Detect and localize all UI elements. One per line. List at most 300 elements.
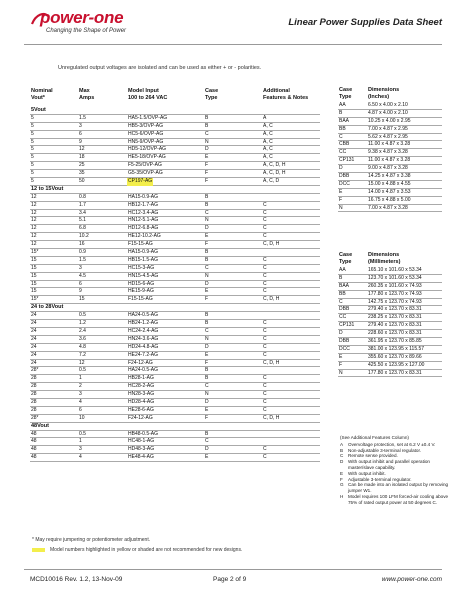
cell-amps: 4.8 xyxy=(79,343,86,350)
cell-model: HE12-10.2-AG xyxy=(128,233,161,240)
cell-model: HB12-1.7-AG xyxy=(128,201,159,208)
cell-case: F xyxy=(205,414,209,421)
cell-case-type: F xyxy=(339,196,343,203)
cell-model: HC12-3.4-AG xyxy=(128,209,159,216)
cell-dimensions: 9.00 x 4.87 x 3.28 xyxy=(368,165,408,172)
cell-features: A, C, D, H xyxy=(263,162,286,169)
dimension-row xyxy=(338,134,442,142)
feature-description: Overvoltage protection, set at 6.2 V ±0.4 V. xyxy=(348,441,436,447)
cell-vout: 12 xyxy=(31,201,37,208)
cell-model: HA15-0.9-AG xyxy=(128,249,159,256)
power-one-logo xyxy=(30,8,150,44)
cell-vout: 12 xyxy=(31,233,37,240)
feature-item xyxy=(340,482,450,494)
cell-features: C xyxy=(263,446,267,453)
cell-case: F xyxy=(205,178,209,185)
cell-amps: 0.8 xyxy=(79,193,86,200)
cell-amps: 3 xyxy=(79,264,82,271)
cell-model: HN5-9/OVP-AG xyxy=(128,138,164,145)
cell-case: N xyxy=(205,335,209,342)
cell-case-type: N xyxy=(339,204,343,211)
cell-case-type: B xyxy=(339,109,343,116)
cell-model: F24-12-AG xyxy=(128,359,153,366)
cell-amps: 0.9 xyxy=(79,249,86,256)
cell-features: C xyxy=(263,398,267,405)
cell-features: C xyxy=(263,256,267,263)
cell-model: F24-12-AG xyxy=(128,414,153,421)
cell-amps: 1.5 xyxy=(79,256,86,263)
cell-vout: 15 xyxy=(31,288,37,295)
cell-dimensions: 7.00 x 4.87 x 3.28 xyxy=(368,204,408,211)
cell-features: C xyxy=(263,233,267,240)
dimension-row xyxy=(338,181,442,189)
cell-amps: 35 xyxy=(79,170,85,177)
cell-case: E xyxy=(205,351,209,358)
highlight-swatch xyxy=(32,548,45,552)
cell-case-type: CC xyxy=(339,149,347,156)
cell-amps: 1.7 xyxy=(79,201,86,208)
feature-description: Remote sense provided. xyxy=(348,453,398,459)
dimensions-inches-table xyxy=(338,102,442,212)
footnote-highlight-text: Model numbers highlighted in yellow or shaded are not recommended for new designs. xyxy=(50,547,243,553)
cell-model: HC15-3-AG xyxy=(128,264,155,271)
cell-amps: 4 xyxy=(79,398,82,405)
cell-case-type: DCC xyxy=(339,345,350,352)
cell-case-type: CP131 xyxy=(339,322,355,329)
cell-dimensions: 16.75 x 4.88 x 5.00 xyxy=(368,196,411,203)
cell-model: F15-15-AG xyxy=(128,296,153,303)
table-row xyxy=(30,241,320,249)
table-row xyxy=(30,407,320,415)
cell-case-type: C xyxy=(339,298,343,305)
inch-col-header-case: Case Type xyxy=(339,87,353,100)
table-row xyxy=(30,249,320,257)
cell-case: D xyxy=(205,343,209,350)
table-row xyxy=(30,438,320,446)
cell-case-type: F xyxy=(339,361,343,368)
cell-case: B xyxy=(205,320,209,327)
cell-amps: 5.1 xyxy=(79,217,86,224)
cell-case-type: BAA xyxy=(339,117,350,124)
cell-case: B xyxy=(205,375,209,382)
cell-dimensions: 11.00 x 4.87 x 3.28 xyxy=(368,141,411,148)
cell-case: N xyxy=(205,138,209,145)
cell-amps: 9 xyxy=(79,288,82,295)
table-row xyxy=(30,273,320,281)
cell-amps: 10 xyxy=(79,414,85,421)
dimension-row xyxy=(338,346,442,354)
cell-model: HC48-1-AG xyxy=(128,438,155,445)
feature-letter: B xyxy=(340,447,344,453)
cell-features: C xyxy=(263,343,267,350)
cell-amps: 4.5 xyxy=(79,272,86,279)
dimension-row xyxy=(338,267,442,275)
cell-vout: 28 xyxy=(31,383,37,390)
cell-amps: 10.2 xyxy=(79,233,89,240)
cell-vout: 12 xyxy=(31,217,37,224)
cell-vout: 48 xyxy=(31,430,37,437)
table-row xyxy=(30,210,320,218)
cell-vout: 24 xyxy=(31,335,37,342)
cell-case-type: BB xyxy=(339,125,346,132)
dimension-row xyxy=(338,354,442,362)
cell-model: HE28-6-AG xyxy=(128,406,154,413)
cell-vout: 12 xyxy=(31,225,37,232)
cell-dimensions: 279.40 x 123.70 x 83.31 xyxy=(368,306,422,313)
cell-case: E xyxy=(205,288,209,295)
cell-vout: 5 xyxy=(31,162,34,169)
cell-case: E xyxy=(205,406,209,413)
cell-case: B xyxy=(205,367,209,374)
cell-dimensions: 425.50 x 123.95 x 127.00 xyxy=(368,361,425,368)
table-row xyxy=(30,320,320,328)
cell-vout: 15 xyxy=(31,256,37,263)
table-row xyxy=(30,265,320,273)
dimension-row xyxy=(338,283,442,291)
feature-letter: E xyxy=(340,470,344,476)
col-header-case: Case Type xyxy=(205,88,219,101)
table-row xyxy=(30,391,320,399)
mm-col-header-case: Case Type xyxy=(339,252,353,265)
features-heading: (See Additional Features Column) xyxy=(340,435,409,440)
cell-amps: 1 xyxy=(79,438,82,445)
dimension-row xyxy=(338,314,442,322)
table-row xyxy=(30,360,320,368)
cell-dimensions: 15.00 x 4.88 x 4.55 xyxy=(368,180,411,187)
cell-amps: 7.2 xyxy=(79,351,86,358)
cell-dimensions: 381.00 x 123.95 x 115.57 xyxy=(368,345,425,352)
cell-model: G5-35/OVP-AG xyxy=(128,170,163,177)
cell-case: F xyxy=(205,241,209,248)
cell-model: HD28-4-AG xyxy=(128,398,155,405)
cell-case: D xyxy=(205,146,209,153)
feature-item xyxy=(340,459,450,471)
cell-features: C xyxy=(263,320,267,327)
feature-letter: H xyxy=(340,493,344,499)
cell-vout: 15 xyxy=(31,280,37,287)
cell-dimensions: 6.50 x 4.00 x 2.10 xyxy=(368,102,408,108)
table-row xyxy=(30,217,320,225)
cell-vout: 5 xyxy=(31,154,34,161)
cell-features: A, C, D xyxy=(263,178,280,185)
cell-case-type: E xyxy=(339,188,343,195)
footer-page-number: Page 2 of 9 xyxy=(213,576,247,583)
cell-model: HE48-4-AG xyxy=(128,454,154,461)
cell-case-type: DBB xyxy=(339,338,350,345)
dimension-row xyxy=(338,370,442,378)
cell-model: HD48-3-AG xyxy=(128,446,155,453)
cell-case: B xyxy=(205,122,209,129)
footnote-highlight xyxy=(32,547,242,553)
cell-model: HA15-0.9-AG xyxy=(128,193,159,200)
table-row xyxy=(30,162,320,170)
col-header-features: Additional Features & Notes xyxy=(263,88,309,101)
logo-tagline: Changing the Shape of Power xyxy=(46,28,127,34)
feature-description: Model requires 100 LFM forced-air cooling above 75% of rated output power at 50 degrees C. xyxy=(348,493,449,505)
cell-case: E xyxy=(205,233,209,240)
cell-model: HN28-3-AG xyxy=(128,391,155,398)
table-row xyxy=(30,352,320,360)
cell-dimensions: 9.38 x 4.87 x 3.28 xyxy=(368,149,408,156)
cell-case: B xyxy=(205,249,209,256)
cell-vout: 28 xyxy=(31,391,37,398)
cell-dimensions: 4.87 x 4.00 x 2.10 xyxy=(368,109,408,116)
cell-model: HB24-1.2-AG xyxy=(128,320,159,327)
cell-case: C xyxy=(205,327,209,334)
cell-vout: 48 xyxy=(31,438,37,445)
cell-amps: 1.2 xyxy=(79,320,86,327)
cell-amps: 0.5 xyxy=(79,312,86,319)
cell-dimensions: 177.80 x 123.70 x 83.31 xyxy=(368,369,422,376)
cell-amps: 2.4 xyxy=(79,327,86,334)
cell-vout: 15 xyxy=(31,264,37,271)
cell-vout: 5 xyxy=(31,122,34,129)
cell-vout: 5 xyxy=(31,130,34,137)
cell-dimensions: 14.00 x 4.87 x 3.53 xyxy=(368,188,411,195)
cell-case-type: DBB xyxy=(339,173,350,180)
dimension-row xyxy=(338,362,442,370)
cell-features: C xyxy=(263,335,267,342)
dimension-row xyxy=(338,291,442,299)
table-row xyxy=(30,139,320,147)
cell-case: D xyxy=(205,446,209,453)
cell-vout: 5 xyxy=(31,170,34,177)
cell-model: HD5-12/OVP-AG xyxy=(128,146,167,153)
cell-case-type: CBB xyxy=(339,141,350,148)
page-title: Linear Power Supplies Data Sheet xyxy=(288,17,442,28)
cell-features: A xyxy=(263,114,267,121)
cell-features: A, C xyxy=(263,122,273,129)
cell-model: HC5-6/OVP-AG xyxy=(128,130,164,137)
footer-doc-id: MCD10016 Rev. 1.2, 13-Nov-09 xyxy=(30,576,123,583)
table-row xyxy=(30,288,320,296)
cell-case: D xyxy=(205,225,209,232)
cell-vout: 48 xyxy=(31,446,37,453)
table-row xyxy=(30,399,320,407)
dimensions-mm-table xyxy=(338,267,442,377)
cell-vout: 24 xyxy=(31,320,37,327)
cell-case: N xyxy=(205,272,209,279)
cell-vout: 12 xyxy=(31,241,37,248)
table-row xyxy=(30,233,320,241)
intro-note: Unregulated output voltages are isolated and can be used as either + or - polarities. xyxy=(58,65,262,71)
cell-features: C xyxy=(263,454,267,461)
cell-vout: 5 xyxy=(31,178,34,185)
cell-amps: 3 xyxy=(79,446,82,453)
cell-case: C xyxy=(205,264,209,271)
feature-description: Adjustable 3-terminal regulator. xyxy=(348,476,412,482)
cell-dimensions: 279.40 x 123.70 x 83.31 xyxy=(368,322,422,329)
cell-vout: 15* xyxy=(31,296,39,303)
cell-amps: 3 xyxy=(79,122,82,129)
table-row xyxy=(30,454,320,462)
cell-features: C xyxy=(263,391,267,398)
dimension-row xyxy=(338,126,442,134)
table-row xyxy=(30,170,320,178)
cell-features: A, C xyxy=(263,154,273,161)
table-row xyxy=(30,131,320,139)
cell-case: D xyxy=(205,280,209,287)
cell-dimensions: 260.35 x 101.60 x 74.93 xyxy=(368,282,422,289)
cell-dimensions: 123.70 x 101.60 x 53.34 xyxy=(368,274,422,281)
table-row xyxy=(30,146,320,154)
cell-features: C xyxy=(263,375,267,382)
cell-model: HD24-4.8-AG xyxy=(128,343,159,350)
cell-features: C xyxy=(263,217,267,224)
dimension-row xyxy=(338,157,442,165)
cell-case-type: BAA xyxy=(339,282,350,289)
cell-case: B xyxy=(205,312,209,319)
cell-case: B xyxy=(205,256,209,263)
cell-model: HD12-6.8-AG xyxy=(128,225,159,232)
cell-amps: 12 xyxy=(79,359,85,366)
cell-features: A, C, D, H xyxy=(263,170,286,177)
feature-letter: F xyxy=(340,476,343,482)
cell-dimensions: 355.60 x 123.70 x 89.66 xyxy=(368,353,422,360)
table-row xyxy=(30,154,320,162)
cell-amps: 0.5 xyxy=(79,367,86,374)
cell-case-type: AA xyxy=(339,102,346,108)
cell-model: HA5-1.5/OVP-AG xyxy=(128,114,168,121)
cell-dimensions: 7.00 x 4.87 x 2.95 xyxy=(368,125,408,132)
feature-description: With output inhibit and parallel operation master/slave capability. xyxy=(348,459,430,470)
table-row xyxy=(30,296,320,304)
section-heading: 24 to 28Vout xyxy=(30,304,320,312)
table-row xyxy=(30,328,320,336)
cell-vout: 5 xyxy=(31,114,34,121)
cell-features: C xyxy=(263,201,267,208)
table-row xyxy=(30,446,320,454)
cell-model: CP197-AG xyxy=(128,178,153,185)
dimension-row xyxy=(338,275,442,283)
cell-vout: 28 xyxy=(31,375,37,382)
cell-case-type: N xyxy=(339,369,343,376)
cell-vout: 12 xyxy=(31,193,37,200)
cell-model: HE15-9-AG xyxy=(128,288,154,295)
cell-case: B xyxy=(205,114,209,121)
cell-amps: 15 xyxy=(79,296,85,303)
cell-amps: 0.5 xyxy=(79,430,86,437)
feature-letter: G xyxy=(340,482,344,488)
dimension-row xyxy=(338,338,442,346)
cell-vout: 28 xyxy=(31,398,37,405)
cell-case: C xyxy=(205,438,209,445)
cell-features: C xyxy=(263,209,267,216)
dimension-row xyxy=(338,173,442,181)
inch-col-header-dims: Dimensions (Inches) xyxy=(368,87,400,100)
cell-vout: 24 xyxy=(31,312,37,319)
cell-features: C, D, H xyxy=(263,296,280,303)
cell-vout: 24 xyxy=(31,359,37,366)
dimension-row xyxy=(338,330,442,338)
cell-amps: 6 xyxy=(79,280,82,287)
cell-model: HA24-0.5-AG xyxy=(128,312,159,319)
footnote-adjustment: * May require jumpering or potentiometer adjustment. xyxy=(32,537,151,543)
model-table xyxy=(30,107,320,462)
cell-case-type: BB xyxy=(339,290,346,297)
cell-model: HC28-2-AG xyxy=(128,383,155,390)
table-row xyxy=(30,194,320,202)
cell-vout: 15* xyxy=(31,249,39,256)
col-header-amps: Max Amps xyxy=(79,88,95,101)
cell-case-type: D xyxy=(339,165,343,172)
dimension-row xyxy=(338,197,442,205)
cell-case: F xyxy=(205,296,209,303)
cell-case: B xyxy=(205,193,209,200)
cell-amps: 4 xyxy=(79,454,82,461)
cell-amps: 3.6 xyxy=(79,335,86,342)
cell-case-type: E xyxy=(339,353,343,360)
cell-model: HB5-3/OVP-AG xyxy=(128,122,164,129)
cell-amps: 1.5 xyxy=(79,114,86,121)
cell-model: HN15-4.5-AG xyxy=(128,272,159,279)
cell-vout: 28 xyxy=(31,406,37,413)
cell-amps: 12 xyxy=(79,146,85,153)
cell-vout: 5 xyxy=(31,146,34,153)
cell-case: D xyxy=(205,398,209,405)
cell-model: HE24-7.2-AG xyxy=(128,351,159,358)
cell-features: C, D, H xyxy=(263,359,280,366)
table-row xyxy=(30,115,320,123)
cell-vout: 28* xyxy=(31,367,39,374)
cell-case: B xyxy=(205,201,209,208)
cell-model: HD15-6-AG xyxy=(128,280,155,287)
dimension-row xyxy=(338,299,442,307)
cell-model: F5-25/OVP-AG xyxy=(128,162,162,169)
cell-amps: 6 xyxy=(79,406,82,413)
cell-vout: 48 xyxy=(31,454,37,461)
feature-letter: C xyxy=(340,453,344,459)
cell-amps: 9 xyxy=(79,138,82,145)
cell-features: A, C xyxy=(263,138,273,145)
cell-amps: 3.4 xyxy=(79,209,86,216)
cell-case: C xyxy=(205,130,209,137)
cell-amps: 50 xyxy=(79,178,85,185)
cell-features: C xyxy=(263,280,267,287)
cell-case: B xyxy=(205,430,209,437)
table-row xyxy=(30,383,320,391)
feature-description: Can be made into an isolated output by removing jumper W1. xyxy=(348,482,449,494)
cell-case-type: DCC xyxy=(339,180,350,187)
cell-case-type: DBB xyxy=(339,306,350,313)
features-key xyxy=(340,435,450,506)
feature-letter: A xyxy=(340,441,344,447)
cell-case: E xyxy=(205,454,209,461)
cell-model: HC24-2.4-AG xyxy=(128,327,159,334)
table-row xyxy=(30,344,320,352)
cell-features: C xyxy=(263,264,267,271)
table-row xyxy=(30,336,320,344)
cell-amps: 6.8 xyxy=(79,225,86,232)
cell-model: HB15-1.5-AG xyxy=(128,256,159,263)
cell-amps: 6 xyxy=(79,130,82,137)
dimension-row xyxy=(338,110,442,118)
cell-dimensions: 5.62 x 4.87 x 2.95 xyxy=(368,133,408,140)
cell-vout: 28* xyxy=(31,414,39,421)
cell-vout: 12 xyxy=(31,209,37,216)
mm-col-header-dims: Dimensions (Millimeters) xyxy=(368,252,401,265)
table-row xyxy=(30,123,320,131)
footer-url: www.power-one.com xyxy=(381,576,442,583)
cell-vout: 5 xyxy=(31,138,34,145)
cell-dimensions: 177.80 x 123.70 x 74.93 xyxy=(368,290,422,297)
cell-model: HE5-18/OVP-AG xyxy=(128,154,166,161)
col-header-vout: Nominal Vout* xyxy=(31,88,53,101)
cell-amps: 2 xyxy=(79,383,82,390)
cell-features: C xyxy=(263,272,267,279)
cell-case-type: CP131 xyxy=(339,157,355,164)
cell-features: C xyxy=(263,288,267,295)
